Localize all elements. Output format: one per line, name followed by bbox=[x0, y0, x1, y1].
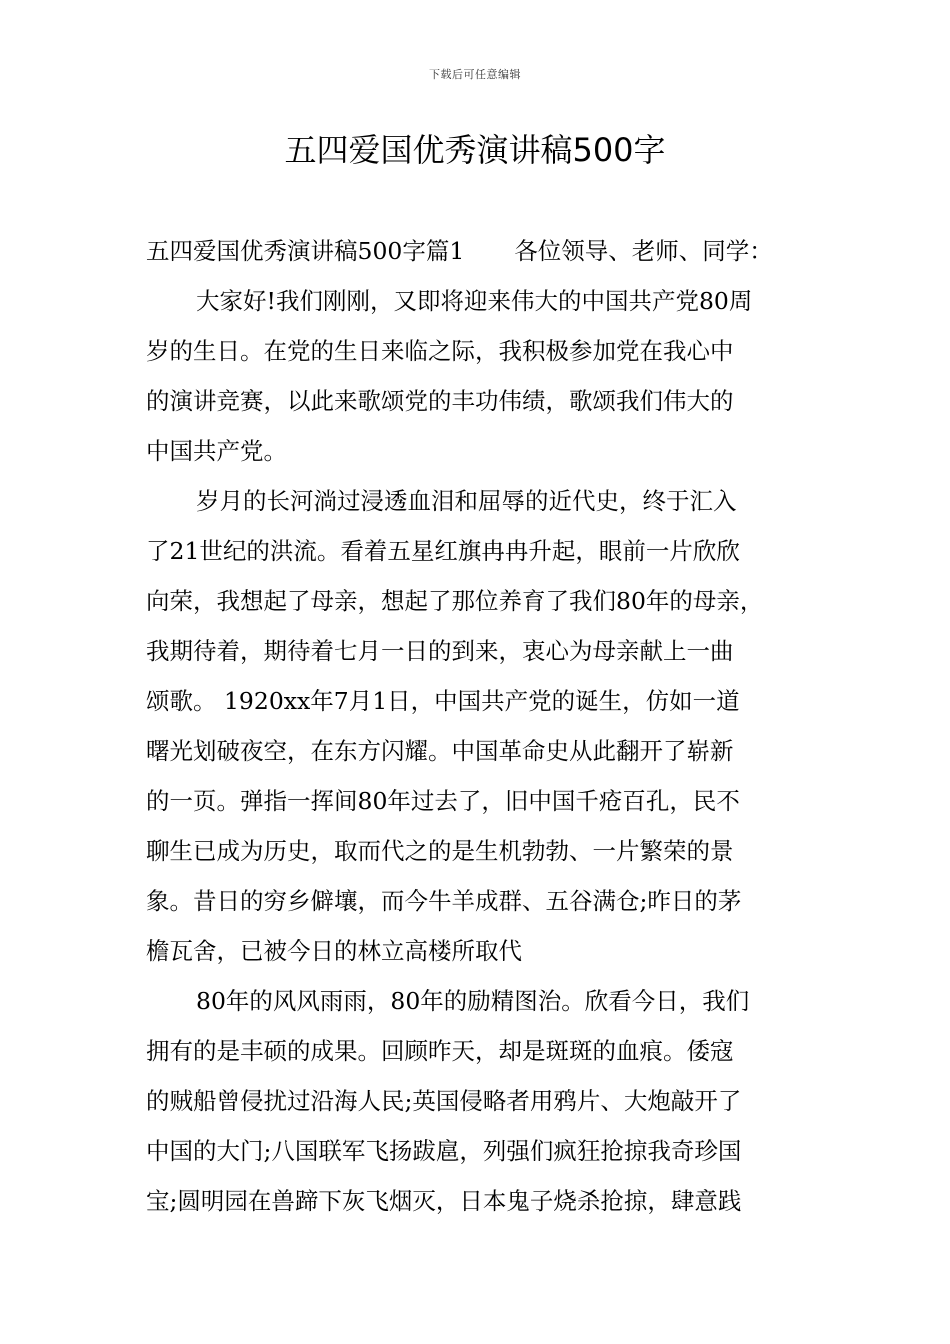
paragraph-line: 的一页。弹指一挥间80年过去了，旧中国千疮百孔，民不 bbox=[146, 787, 740, 815]
paragraph-line: 中国共产党。 bbox=[146, 437, 287, 465]
paragraph-line: 的贼船曾侵扰过沿海人民;英国侵略者用鸦片、大炮敲开了 bbox=[146, 1087, 742, 1115]
paragraph bbox=[146, 476, 846, 976]
paragraph-line: 聊生已成为历史，取而代之的是生机勃勃、一片繁荣的景 bbox=[146, 837, 734, 865]
paragraph-line: 向荣，我想起了母亲，想起了那位养育了我们80年的母亲， bbox=[146, 587, 764, 615]
paragraph-line: 拥有的是丰硕的成果。回顾昨天，却是斑斑的血痕。倭寇 bbox=[146, 1037, 734, 1065]
paragraph-line: 我期待着，期待着七月一日的到来，衷心为母亲献上一曲 bbox=[146, 637, 734, 665]
paragraph-line: 80年的风风雨雨，80年的励精图治。欣看今日，我们 bbox=[196, 987, 750, 1015]
document-title: 五四爱国优秀演讲稿500字 bbox=[284, 131, 666, 169]
paragraph-line: 大家好!我们刚刚，又即将迎来伟大的中国共产党80周 bbox=[196, 287, 753, 315]
paragraph-line: 檐瓦舍，已被今日的林立高楼所取代 bbox=[146, 937, 522, 965]
greeting: 各位领导、老师、同学： bbox=[514, 237, 773, 265]
paragraphs bbox=[146, 276, 846, 1226]
first-line bbox=[146, 226, 846, 276]
paragraph-line: 中国的大门;八国联军飞扬跋扈，列强们疯狂抢掠我奇珍国 bbox=[146, 1137, 742, 1165]
paragraph-line: 了21世纪的洪流。看着五星红旗冉冉升起，眼前一片欣欣 bbox=[146, 537, 740, 565]
paragraph-line: 象。昔日的穷乡僻壤，而今牛羊成群、五谷满仓;昨日的茅 bbox=[146, 887, 742, 915]
paragraph-line: 曙光划破夜空，在东方闪耀。中国革命史从此翻开了崭新 bbox=[146, 737, 734, 765]
paragraph-line: 岁月的长河淌过浸透血泪和屈辱的近代史，终于汇入 bbox=[196, 487, 737, 515]
paragraph-line: 的演讲竞赛，以此来歌颂党的丰功伟绩，歌颂我们伟大的 bbox=[146, 387, 734, 415]
paragraph-line: 宝;圆明园在兽蹄下灰飞烟灭，日本鬼子烧杀抢掠，肆意践 bbox=[146, 1187, 742, 1215]
paragraph-line: 颂歌。 1920xx年7月1日，中国共产党的诞生，仿如一道 bbox=[146, 687, 740, 715]
paragraph bbox=[146, 976, 846, 1226]
header-note: 下载后可任意编辑 bbox=[429, 68, 521, 81]
paragraph bbox=[146, 276, 846, 476]
document-body bbox=[146, 226, 846, 1226]
section-heading: 五四爱国优秀演讲稿500字篇1 bbox=[146, 237, 465, 265]
paragraph-line: 岁的生日。在党的生日来临之际，我积极参加党在我心中 bbox=[146, 337, 734, 365]
